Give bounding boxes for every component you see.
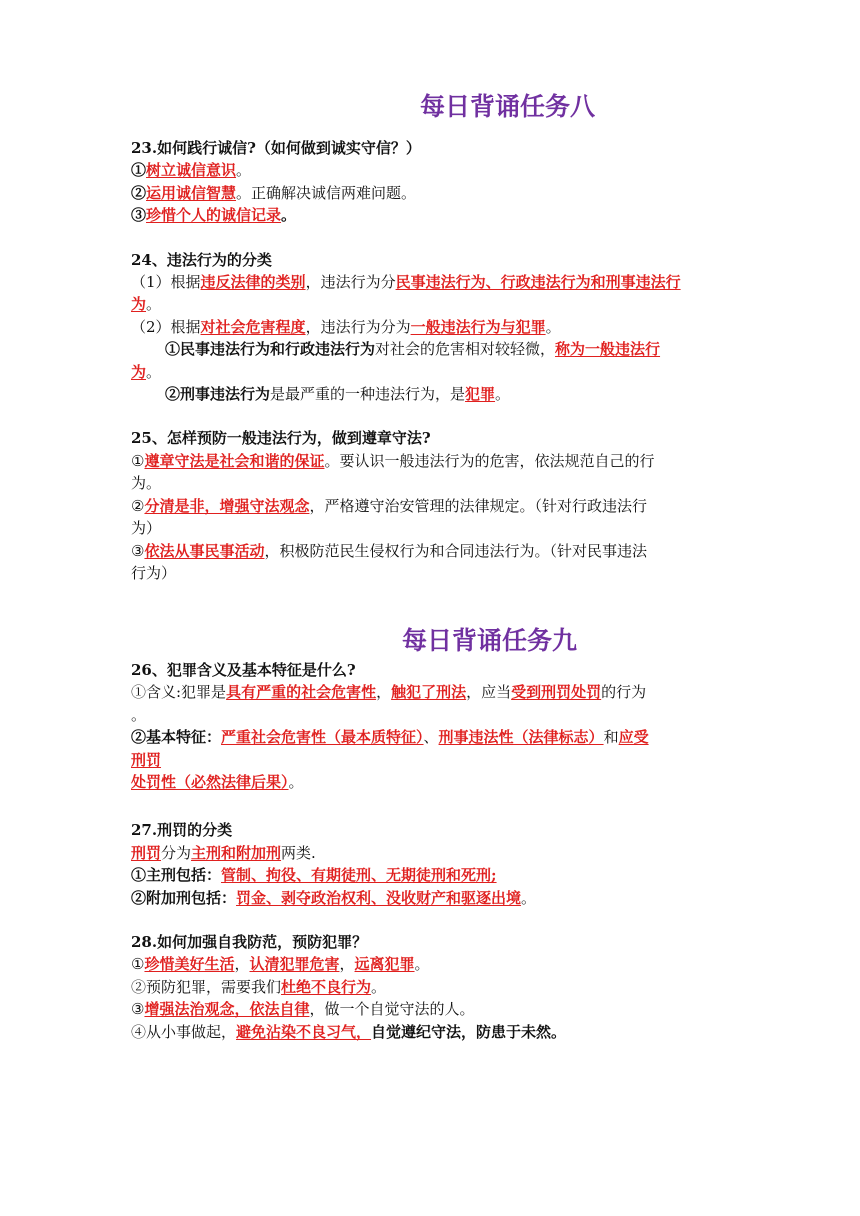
q24-para-1-cont: 为。 [131,295,162,314]
q26-line-2: ②基本特征：严重社会危害性（最本质特征）、刑事违法性（法律标志）和应受 [131,728,649,747]
q25-line-2: ②分清是非，增强守法观念，严格遵守治安管理的法律规定。（针对行政违法行 [131,496,647,515]
q25-line-3-cont: 行为） [131,563,177,582]
q25-line-1-cont: 为。 [131,474,162,493]
q26-line-1-cont: 。 [131,705,147,724]
task9-title: 每日背诵任务九 [402,626,578,655]
q26-line-2-cont: 刑罚 [131,750,162,769]
task8-title: 每日背诵任务八 [420,92,596,121]
q24-title: 24、违法行为的分类 [131,250,272,269]
q27-line-3: ②附加刑包括：罚金、剥夺政治权利、没收财产和驱逐出境。 [131,888,537,907]
q26-line-2-cont-2: 处罚性（必然法律后果）。 [131,773,304,792]
q28-line-3: ③增强法治观念，依法自律，做一个自觉守法的人。 [131,1000,475,1019]
task8-body [131,137,731,584]
q27-line-1: 刑罚分为主刑和附加刑两类. [131,843,316,862]
q25-line-1: ①遵章守法是社会和谐的保证。要认识一般违法行为的危害，依法规范自己的行 [131,451,655,470]
q23-line-1: ①树立诚信意识。 [131,161,252,180]
q26-title: 26、犯罪含义及基本特征是什么? [131,661,356,679]
q27-title: 27.刑罚的分类 [131,821,233,840]
q24-para-3-cont: 为。 [131,362,162,381]
q28-line-2: ②预防犯罪，需要我们杜绝不良行为。 [131,977,387,996]
q28-line-1: ①珍惜美好生活，认清犯罪危害，远离犯罪。 [131,955,430,974]
q24-para-3: ①民事违法行为和行政违法行为对社会的危害相对较轻微，称为一般违法行 [165,340,661,359]
q24-para-1: （1）根据违反法律的类别，违法行为分民事违法行为、行政违法行为和刑事违法行 [131,273,681,292]
q28-title: 28.如何加强自我防范，预防犯罪？ [131,933,368,952]
task9-body [131,659,731,1043]
q23-line-2: ②运用诚信智慧。正确解决诚信两难问题。 [131,183,417,202]
q25-title: 25、怎样预防一般违法行为，做到遵章守法? [131,429,431,448]
q24-para-2: （2）根据对社会危害程度，违法行为分为一般违法行为与犯罪。 [131,317,561,336]
q23-title: 23.如何践行诚信?（如何做到诚实守信？） [131,139,421,157]
q24-para-4: ②刑事违法行为是最严重的一种违法行为，是犯罪。 [165,385,511,404]
q26-line-1: ①含义:犯罪是具有严重的社会危害性，触犯了刑法，应当受到刑罚处罚的行为 [131,683,647,702]
q23-line-3: ③珍惜个人的诚信记录。 [131,206,297,225]
q27-line-2: ①主刑包括：管制、拘役、有期徒刑、无期徒刑和死刑; [131,866,497,885]
q28-line-4: ④从小事做起，避免沾染不良习气，自觉遵纪守法，防患于未然。 [131,1022,567,1041]
q25-line-3: ③依法从事民事活动，积极防范民生侵权行为和合同违法行为。（针对民事违法 [131,541,647,560]
q25-line-2-cont: 为） [131,519,162,538]
